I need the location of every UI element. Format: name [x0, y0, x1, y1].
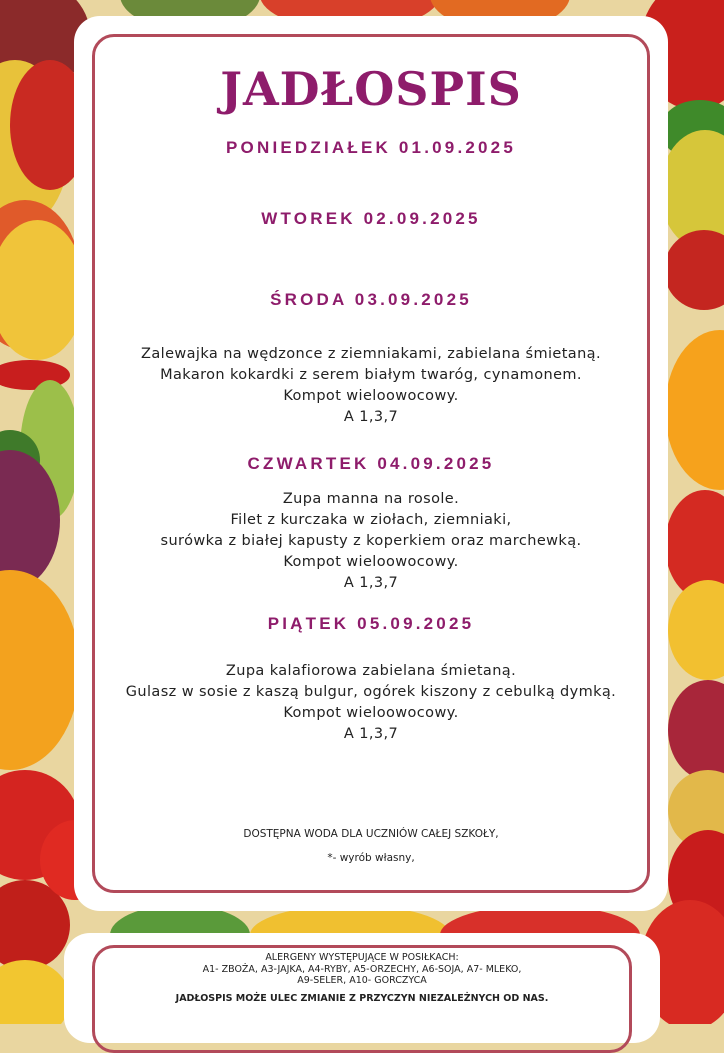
menu-allergens: A 1,3,7 [343, 726, 399, 742]
cabbage-shape [668, 680, 724, 780]
menu-wednesday [74, 344, 668, 428]
own-product-note: *- wyrób własny, [327, 852, 415, 864]
menu-card [74, 16, 668, 911]
day-heading-monday: PONIEDZIAŁEK 01.09.2025 [226, 138, 516, 157]
allergen-line: A1- ZBOŻA, A3-JAJKA, A4-RYBY, A5-ORZECHY, A6-SOJA, A7- MLEKO, [202, 963, 522, 975]
menu-item: Gulasz w sosie z kaszą bulgur, ogórek kiszony z cebulką dymką. [125, 684, 617, 700]
lemon-shape [0, 960, 70, 1024]
menu-item: Filet z kurczaka w ziołach, ziemniaki, [230, 512, 512, 528]
menu-item: Zalewajka na wędzonce z ziemniakami, zabielana śmietaną. [141, 346, 601, 362]
day-heading-wednesday: ŚRODA 03.09.2025 [270, 290, 472, 309]
page-title: JADŁOSPIS [220, 62, 522, 116]
menu-allergens: A 1,3,7 [343, 409, 399, 425]
orange-shape [0, 570, 80, 770]
menu-allergens: A 1,3,7 [343, 575, 399, 591]
menu-item: Makaron kokardki z serem białym twaróg, cynamonem. [160, 367, 582, 383]
allergen-list [64, 952, 660, 987]
menu-item: Kompot wieloowocowy. [283, 388, 459, 404]
menu-item: Kompot wieloowocowy. [283, 554, 459, 570]
menu-thursday [74, 489, 668, 594]
menu-item: surówka z białej kapusty z koperkiem oraz marchewką. [160, 533, 582, 549]
day-heading-tuesday: WTOREK 02.09.2025 [261, 209, 481, 228]
orange-half-shape [665, 330, 724, 490]
day-heading-thursday: CZWARTEK 04.09.2025 [247, 454, 495, 473]
allergen-line: A9-SELER, A10- GORCZYCA [297, 975, 427, 986]
disclaimer: JADŁOSPIS MOŻE ULEC ZMIANIE Z PRZYCZYN NIEZALEŻNYCH OD NAS. [175, 993, 549, 1004]
menu-item: Zupa manna na rosole. [282, 491, 460, 507]
menu-item: Zupa kalafiorowa zabielana śmietaną. [225, 663, 517, 679]
tomato-shape [664, 230, 724, 310]
day-heading-friday: PIĄTEK 05.09.2025 [267, 614, 475, 633]
lemon-shape [668, 580, 724, 680]
allergen-heading: ALERGENY WYSTĘPUJĄCE W POSIŁKACH: [265, 952, 459, 963]
menu-item: Kompot wieloowocowy. [283, 705, 459, 721]
menu-friday [74, 661, 668, 745]
water-note: DOSTĘPNA WODA DLA UCZNIÓW CAŁEJ SZKOŁY, [243, 828, 499, 840]
allergen-card [64, 933, 660, 1043]
